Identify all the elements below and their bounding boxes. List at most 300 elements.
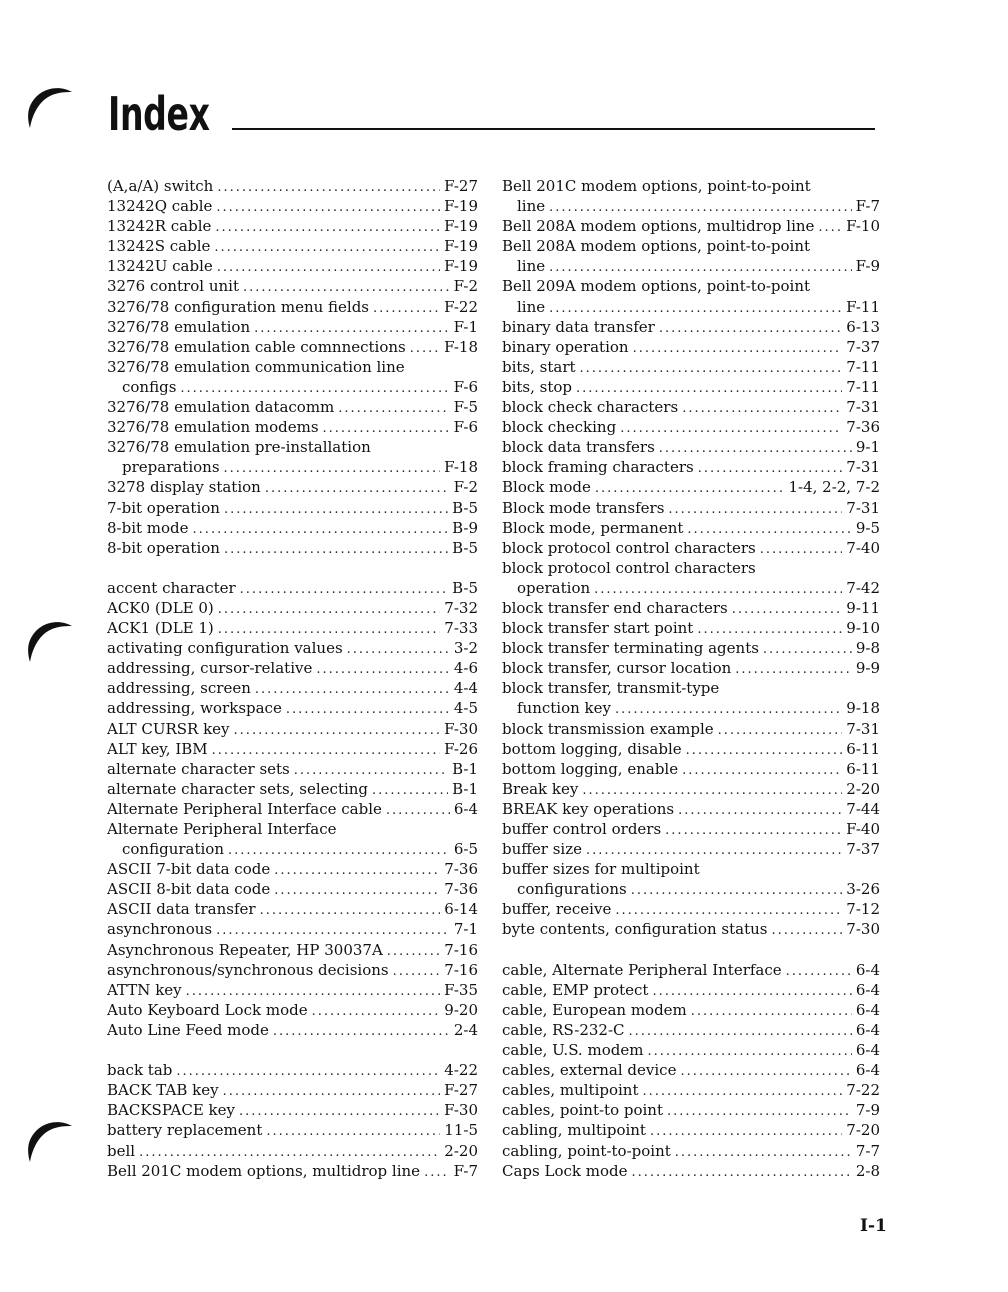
index-entry xyxy=(107,1120,478,1140)
index-term: cables, point-to point xyxy=(502,1101,663,1120)
dot-leader xyxy=(718,721,843,739)
dot-leader xyxy=(576,379,842,397)
dot-leader xyxy=(586,841,842,859)
index-page-ref: F-7 xyxy=(453,1161,478,1180)
index-page-ref: 7-9 xyxy=(855,1101,880,1120)
index-term: 7-bit operation xyxy=(107,498,220,517)
index-entry xyxy=(107,1080,478,1100)
dot-leader xyxy=(659,319,842,337)
index-term: Bell 201C modem options, point-to-point xyxy=(502,177,811,195)
index-entry xyxy=(107,899,478,919)
index-term: ASCII 7-bit data code xyxy=(107,860,271,879)
index-term: bell xyxy=(107,1141,136,1160)
dot-leader xyxy=(224,500,448,518)
dot-leader xyxy=(410,339,440,357)
index-page-ref: B-5 xyxy=(452,498,478,517)
index-term: cabling, point-to-point xyxy=(502,1141,671,1160)
index-entry xyxy=(107,739,478,759)
index-page-ref: 7-44 xyxy=(846,799,880,818)
index-term: 13242Q cable xyxy=(107,197,213,216)
index-page-ref: F-19 xyxy=(444,197,478,216)
index-term: ASCII 8-bit data code xyxy=(107,880,271,899)
index-term: block transfer, cursor location xyxy=(502,659,732,678)
index-page-ref: F-10 xyxy=(846,217,880,236)
dot-leader xyxy=(255,680,450,698)
index-term: ATTN key xyxy=(107,980,182,999)
index-page-ref: 7-31 xyxy=(846,719,880,738)
index-page-ref: F-22 xyxy=(444,297,478,316)
index-page-ref: 7-11 xyxy=(846,377,880,396)
index-entry xyxy=(107,578,478,598)
index-term: block data transfers xyxy=(502,438,655,457)
section-gap xyxy=(107,558,478,578)
index-page-ref: 7-32 xyxy=(444,598,478,617)
dot-leader xyxy=(186,982,440,1000)
index-page-ref: 2-20 xyxy=(444,1141,478,1160)
index-entry xyxy=(107,919,478,939)
index-term: accent character xyxy=(107,578,236,597)
index-page-ref: F-19 xyxy=(444,237,478,256)
index-term: 13242S cable xyxy=(107,237,211,256)
index-term: buffer, receive xyxy=(502,900,612,919)
index-entry xyxy=(502,980,880,1000)
index-column-right xyxy=(502,176,880,1181)
index-page-ref: 4-22 xyxy=(444,1061,478,1080)
index-entry xyxy=(107,437,478,457)
index-page-ref: 7-37 xyxy=(846,337,880,356)
index-term: (A,a/A) switch xyxy=(107,177,214,195)
index-entry xyxy=(502,819,880,839)
index-term: byte contents, configuration status xyxy=(502,920,768,939)
index-page-ref: 7-37 xyxy=(846,840,880,859)
index-term: configs xyxy=(122,377,177,396)
dot-leader xyxy=(265,479,450,497)
index-term: 3276/78 emulation pre-installation xyxy=(107,438,371,457)
index-page-ref: F-27 xyxy=(444,177,478,195)
index-entry xyxy=(107,759,478,779)
dot-leader xyxy=(631,1163,851,1181)
index-page-ref: 6-11 xyxy=(846,759,880,778)
dot-leader xyxy=(682,399,842,417)
dot-leader xyxy=(771,921,842,939)
index-page-ref: F-1 xyxy=(453,317,478,336)
index-entry xyxy=(502,1120,880,1140)
index-entry xyxy=(502,960,880,980)
index-term: 8-bit mode xyxy=(107,518,189,537)
dot-leader xyxy=(680,1062,851,1080)
index-term: cable, RS-232-C xyxy=(502,1020,625,1039)
index-term: block transfer terminating agents xyxy=(502,639,759,658)
dot-leader xyxy=(675,1143,852,1161)
index-entry xyxy=(107,1000,478,1020)
index-term: Break key xyxy=(502,779,579,798)
dot-leader xyxy=(215,218,440,236)
index-entry xyxy=(107,256,478,276)
index-term: function key xyxy=(517,699,611,718)
index-entry xyxy=(502,1020,880,1040)
index-entry xyxy=(107,417,478,437)
dot-leader xyxy=(631,881,843,899)
dot-leader xyxy=(594,580,842,598)
index-entry xyxy=(107,176,478,196)
index-entry xyxy=(107,719,478,739)
dot-leader xyxy=(650,1122,842,1140)
dot-leader xyxy=(224,459,441,477)
index-term: buffer size xyxy=(502,840,583,859)
index-term: 3276/78 configuration menu fields xyxy=(107,297,370,316)
index-page-ref: 2-4 xyxy=(453,1020,478,1039)
dot-leader xyxy=(691,1002,852,1020)
index-page-ref: F-6 xyxy=(453,418,478,437)
index-entry xyxy=(107,960,478,980)
index-entry xyxy=(502,719,880,739)
dot-leader xyxy=(273,1022,450,1040)
index-term: ACK0 (DLE 0) xyxy=(107,598,214,617)
binder-hole-icon xyxy=(24,1114,76,1164)
index-term: block transfer start point xyxy=(502,619,694,638)
dot-leader xyxy=(218,620,441,638)
index-entry xyxy=(502,839,880,859)
index-entry xyxy=(502,1060,880,1080)
index-entry xyxy=(502,377,880,397)
index-term: addressing, cursor-relative xyxy=(107,659,313,678)
index-entry xyxy=(502,879,880,899)
index-entry xyxy=(502,1100,880,1120)
index-entry xyxy=(502,638,880,658)
index-page-ref: 9-11 xyxy=(846,598,880,617)
dot-leader xyxy=(217,178,440,196)
index-entry xyxy=(502,477,880,497)
index-page-ref: 9-1 xyxy=(855,438,880,457)
section-gap xyxy=(502,940,880,960)
dot-leader xyxy=(686,741,843,759)
dot-leader xyxy=(697,620,842,638)
index-page-ref: F-2 xyxy=(453,478,478,497)
index-page-ref: 6-4 xyxy=(855,1061,880,1080)
index-entry xyxy=(107,317,478,337)
index-page-ref: 6-4 xyxy=(855,1000,880,1019)
index-term: Caps Lock mode xyxy=(502,1161,628,1180)
index-term: line xyxy=(517,197,546,216)
index-page-ref: 9-8 xyxy=(855,639,880,658)
index-term: battery replacement xyxy=(107,1121,263,1140)
index-term: 3276/78 emulation cable comnnections xyxy=(107,337,406,356)
dot-leader xyxy=(665,821,842,839)
index-entry xyxy=(502,437,880,457)
dot-leader xyxy=(218,600,441,618)
dot-leader xyxy=(760,540,843,558)
index-entry xyxy=(502,678,880,698)
index-entry xyxy=(107,276,478,296)
index-page-ref: 9-20 xyxy=(444,1000,478,1019)
index-term: configurations xyxy=(517,880,627,899)
dot-leader xyxy=(629,1022,852,1040)
title-rule xyxy=(232,128,875,130)
index-page-ref: F-9 xyxy=(855,257,880,276)
dot-leader xyxy=(647,1042,851,1060)
dot-leader xyxy=(549,299,842,317)
index-page-ref: F-40 xyxy=(846,820,880,838)
index-term: 3276/78 emulation datacomm xyxy=(107,398,335,417)
dot-leader xyxy=(615,700,842,718)
index-entry xyxy=(502,658,880,678)
index-term: block framing characters xyxy=(502,458,694,477)
page-number: I-1 xyxy=(860,1216,887,1236)
index-page-ref: B-5 xyxy=(452,538,478,557)
dot-leader xyxy=(642,1082,842,1100)
index-page-ref: 7-22 xyxy=(846,1081,880,1100)
index-term: addressing, workspace xyxy=(107,699,282,718)
index-term: ASCII data transfer xyxy=(107,900,256,919)
index-entry xyxy=(502,337,880,357)
index-entry xyxy=(107,658,478,678)
index-entry xyxy=(107,477,478,497)
index-page-ref: 6-11 xyxy=(846,739,880,758)
index-term: Block mode, permanent xyxy=(502,518,684,537)
index-page-ref: 7-1 xyxy=(453,920,478,939)
dot-leader xyxy=(266,1122,440,1140)
index-entry xyxy=(502,698,880,718)
index-term: bottom logging, disable xyxy=(502,739,682,758)
dot-leader xyxy=(580,359,843,377)
index-term: 3276/78 emulation xyxy=(107,317,251,336)
dot-leader xyxy=(595,479,785,497)
index-term: binary data transfer xyxy=(502,317,655,336)
index-page-ref: F-26 xyxy=(444,739,478,758)
index-page-ref: 6-4 xyxy=(855,960,880,979)
dot-leader xyxy=(659,439,852,457)
dot-leader xyxy=(286,700,450,718)
index-page-ref: 7-36 xyxy=(444,860,478,879)
index-entry xyxy=(502,498,880,518)
index-term: line xyxy=(517,297,546,316)
dot-leader xyxy=(216,198,440,216)
dot-leader xyxy=(139,1143,440,1161)
dot-leader xyxy=(323,419,450,437)
index-term: bits, stop xyxy=(502,377,573,396)
index-entry xyxy=(502,899,880,919)
index-page-ref: 6-14 xyxy=(444,900,478,919)
index-entry xyxy=(502,739,880,759)
index-term: 3278 display station xyxy=(107,478,261,497)
index-entry xyxy=(107,236,478,256)
index-term: 3276 control unit xyxy=(107,277,239,296)
index-term: preparations xyxy=(122,458,220,477)
index-page-ref: 4-4 xyxy=(453,679,478,698)
index-page-ref: F-18 xyxy=(444,458,478,477)
dot-leader xyxy=(763,640,852,658)
index-term: cable, EMP protect xyxy=(502,980,649,999)
index-entry xyxy=(107,819,478,839)
index-entry xyxy=(107,799,478,819)
index-term: block check characters xyxy=(502,398,679,417)
index-entry xyxy=(107,216,478,236)
index-entry xyxy=(502,276,880,296)
index-term: cable, Alternate Peripheral Interface xyxy=(502,960,782,979)
index-term: 13242U cable xyxy=(107,257,213,276)
index-page-ref: 2-20 xyxy=(846,779,880,798)
index-term: activating configuration values xyxy=(107,639,343,658)
index-entry xyxy=(502,1161,880,1181)
index-entry xyxy=(502,1080,880,1100)
dot-leader xyxy=(373,299,440,317)
index-entry xyxy=(107,1060,478,1080)
index-entry xyxy=(502,1040,880,1060)
index-entry xyxy=(107,859,478,879)
index-entry xyxy=(502,518,880,538)
index-entry xyxy=(107,879,478,899)
index-page-ref: F-30 xyxy=(444,719,478,738)
dot-leader xyxy=(216,921,450,939)
index-term: 8-bit operation xyxy=(107,538,220,557)
dot-leader xyxy=(620,419,842,437)
index-term: configuration xyxy=(122,840,224,859)
index-page-ref: 7-36 xyxy=(846,418,880,437)
dot-leader xyxy=(732,600,843,618)
dot-leader xyxy=(347,640,450,658)
index-term: cabling, multipoint xyxy=(502,1121,646,1140)
index-page-ref: 4-6 xyxy=(453,659,478,678)
index-term: alternate character sets, selecting xyxy=(107,779,369,798)
index-entry xyxy=(502,558,880,578)
index-entry xyxy=(502,618,880,638)
dot-leader xyxy=(223,1082,441,1100)
index-entry xyxy=(502,216,880,236)
index-page-ref: 6-5 xyxy=(453,840,478,859)
index-entry xyxy=(107,397,478,417)
index-term: 3276/78 emulation modems xyxy=(107,418,319,437)
index-entry xyxy=(502,317,880,337)
dot-leader xyxy=(176,1062,440,1080)
index-entry xyxy=(502,236,880,256)
index-page-ref: 6-4 xyxy=(855,1041,880,1060)
binder-hole-icon xyxy=(24,80,76,130)
index-term: cables, external device xyxy=(502,1061,677,1080)
index-entry xyxy=(107,1020,478,1040)
index-term: Auto Keyboard Lock mode xyxy=(107,1000,308,1019)
index-term: cables, multipoint xyxy=(502,1081,639,1100)
dot-leader xyxy=(678,801,842,819)
index-page-ref: 6-4 xyxy=(855,980,880,999)
index-term: BACK TAB key xyxy=(107,1081,219,1100)
index-term: ALT key, IBM xyxy=(107,739,208,758)
index-entry xyxy=(107,940,478,960)
index-entry xyxy=(502,919,880,939)
index-page-ref: 9-5 xyxy=(855,518,880,537)
dot-leader xyxy=(316,660,449,678)
index-term: BACKSPACE key xyxy=(107,1101,235,1120)
binder-hole-icon xyxy=(24,614,76,664)
index-page-ref: 7-20 xyxy=(846,1121,880,1140)
index-term: Block mode xyxy=(502,478,591,497)
index-term: Bell 208A modem options, point-to-point xyxy=(502,237,811,256)
index-page-ref: 7-31 xyxy=(846,458,880,477)
index-page-ref: 3-26 xyxy=(846,880,880,899)
index-entry xyxy=(502,397,880,417)
index-term: operation xyxy=(517,578,591,597)
index-entry xyxy=(502,538,880,558)
dot-leader xyxy=(214,238,440,256)
index-entry xyxy=(502,1000,880,1020)
index-term: Bell 208A modem options, multidrop line xyxy=(502,217,815,236)
index-page-ref: 2-8 xyxy=(855,1161,880,1180)
index-page-ref: F-6 xyxy=(453,377,478,396)
dot-leader xyxy=(615,901,842,919)
dot-leader xyxy=(735,660,852,678)
index-term: Bell 201C modem options, multidrop line xyxy=(107,1161,421,1180)
dot-leader xyxy=(372,781,448,799)
dot-leader xyxy=(243,278,450,296)
index-page-ref: B-1 xyxy=(452,759,478,778)
index-term: alternate character sets xyxy=(107,759,290,778)
dot-leader xyxy=(818,218,842,236)
dot-leader xyxy=(193,520,449,538)
index-term: buffer control orders xyxy=(502,820,662,838)
index-entry xyxy=(107,196,478,216)
dot-leader xyxy=(667,1102,852,1120)
index-entry xyxy=(502,598,880,618)
index-term: 3276/78 emulation communication line xyxy=(107,357,405,376)
index-entry xyxy=(107,1161,478,1181)
index-term: block transfer end characters xyxy=(502,598,728,617)
index-term: asynchronous/synchronous decisions xyxy=(107,960,389,979)
index-page-ref: B-9 xyxy=(452,518,478,537)
dot-leader xyxy=(180,379,449,397)
index-page-ref: 7-30 xyxy=(846,920,880,939)
index-entry xyxy=(107,337,478,357)
index-entry xyxy=(107,980,478,1000)
index-term: 13242R cable xyxy=(107,217,212,236)
index-page-ref: 7-7 xyxy=(855,1141,880,1160)
dot-leader xyxy=(239,1102,440,1120)
dot-leader xyxy=(668,500,842,518)
index-term: ALT CURSR key xyxy=(107,719,230,738)
index-term: binary operation xyxy=(502,337,629,356)
index-page-ref: B-1 xyxy=(452,779,478,798)
index-entry xyxy=(107,498,478,518)
index-page-ref: 9-18 xyxy=(846,699,880,718)
index-term: back tab xyxy=(107,1061,173,1080)
index-page-ref: 7-36 xyxy=(444,880,478,899)
index-page-ref: 3-2 xyxy=(453,639,478,658)
index-page-ref: B-5 xyxy=(452,578,478,597)
index-page-ref: 6-13 xyxy=(846,317,880,336)
page-title: Index xyxy=(108,87,210,141)
index-entry xyxy=(107,518,478,538)
index-page-ref: F-30 xyxy=(444,1101,478,1120)
index-page-ref: 7-31 xyxy=(846,498,880,517)
index-term: addressing, screen xyxy=(107,679,251,698)
dot-leader xyxy=(294,761,448,779)
dot-leader xyxy=(234,721,441,739)
index-page-ref: 4-5 xyxy=(453,699,478,718)
index-entry xyxy=(107,618,478,638)
dot-leader xyxy=(274,881,440,899)
index-page-ref: F-11 xyxy=(846,297,880,316)
index-column-left xyxy=(107,176,478,1181)
index-term: cable, European modem xyxy=(502,1000,687,1019)
index-page-ref: 9-9 xyxy=(855,659,880,678)
dot-leader xyxy=(549,258,852,276)
dot-leader xyxy=(338,399,449,417)
index-page-ref: F-27 xyxy=(444,1081,478,1100)
index-entry xyxy=(502,417,880,437)
index-entry xyxy=(107,779,478,799)
index-term: asynchronous xyxy=(107,920,213,939)
index-entry xyxy=(502,759,880,779)
index-page-ref: 7-40 xyxy=(846,538,880,557)
dot-leader xyxy=(240,580,448,598)
